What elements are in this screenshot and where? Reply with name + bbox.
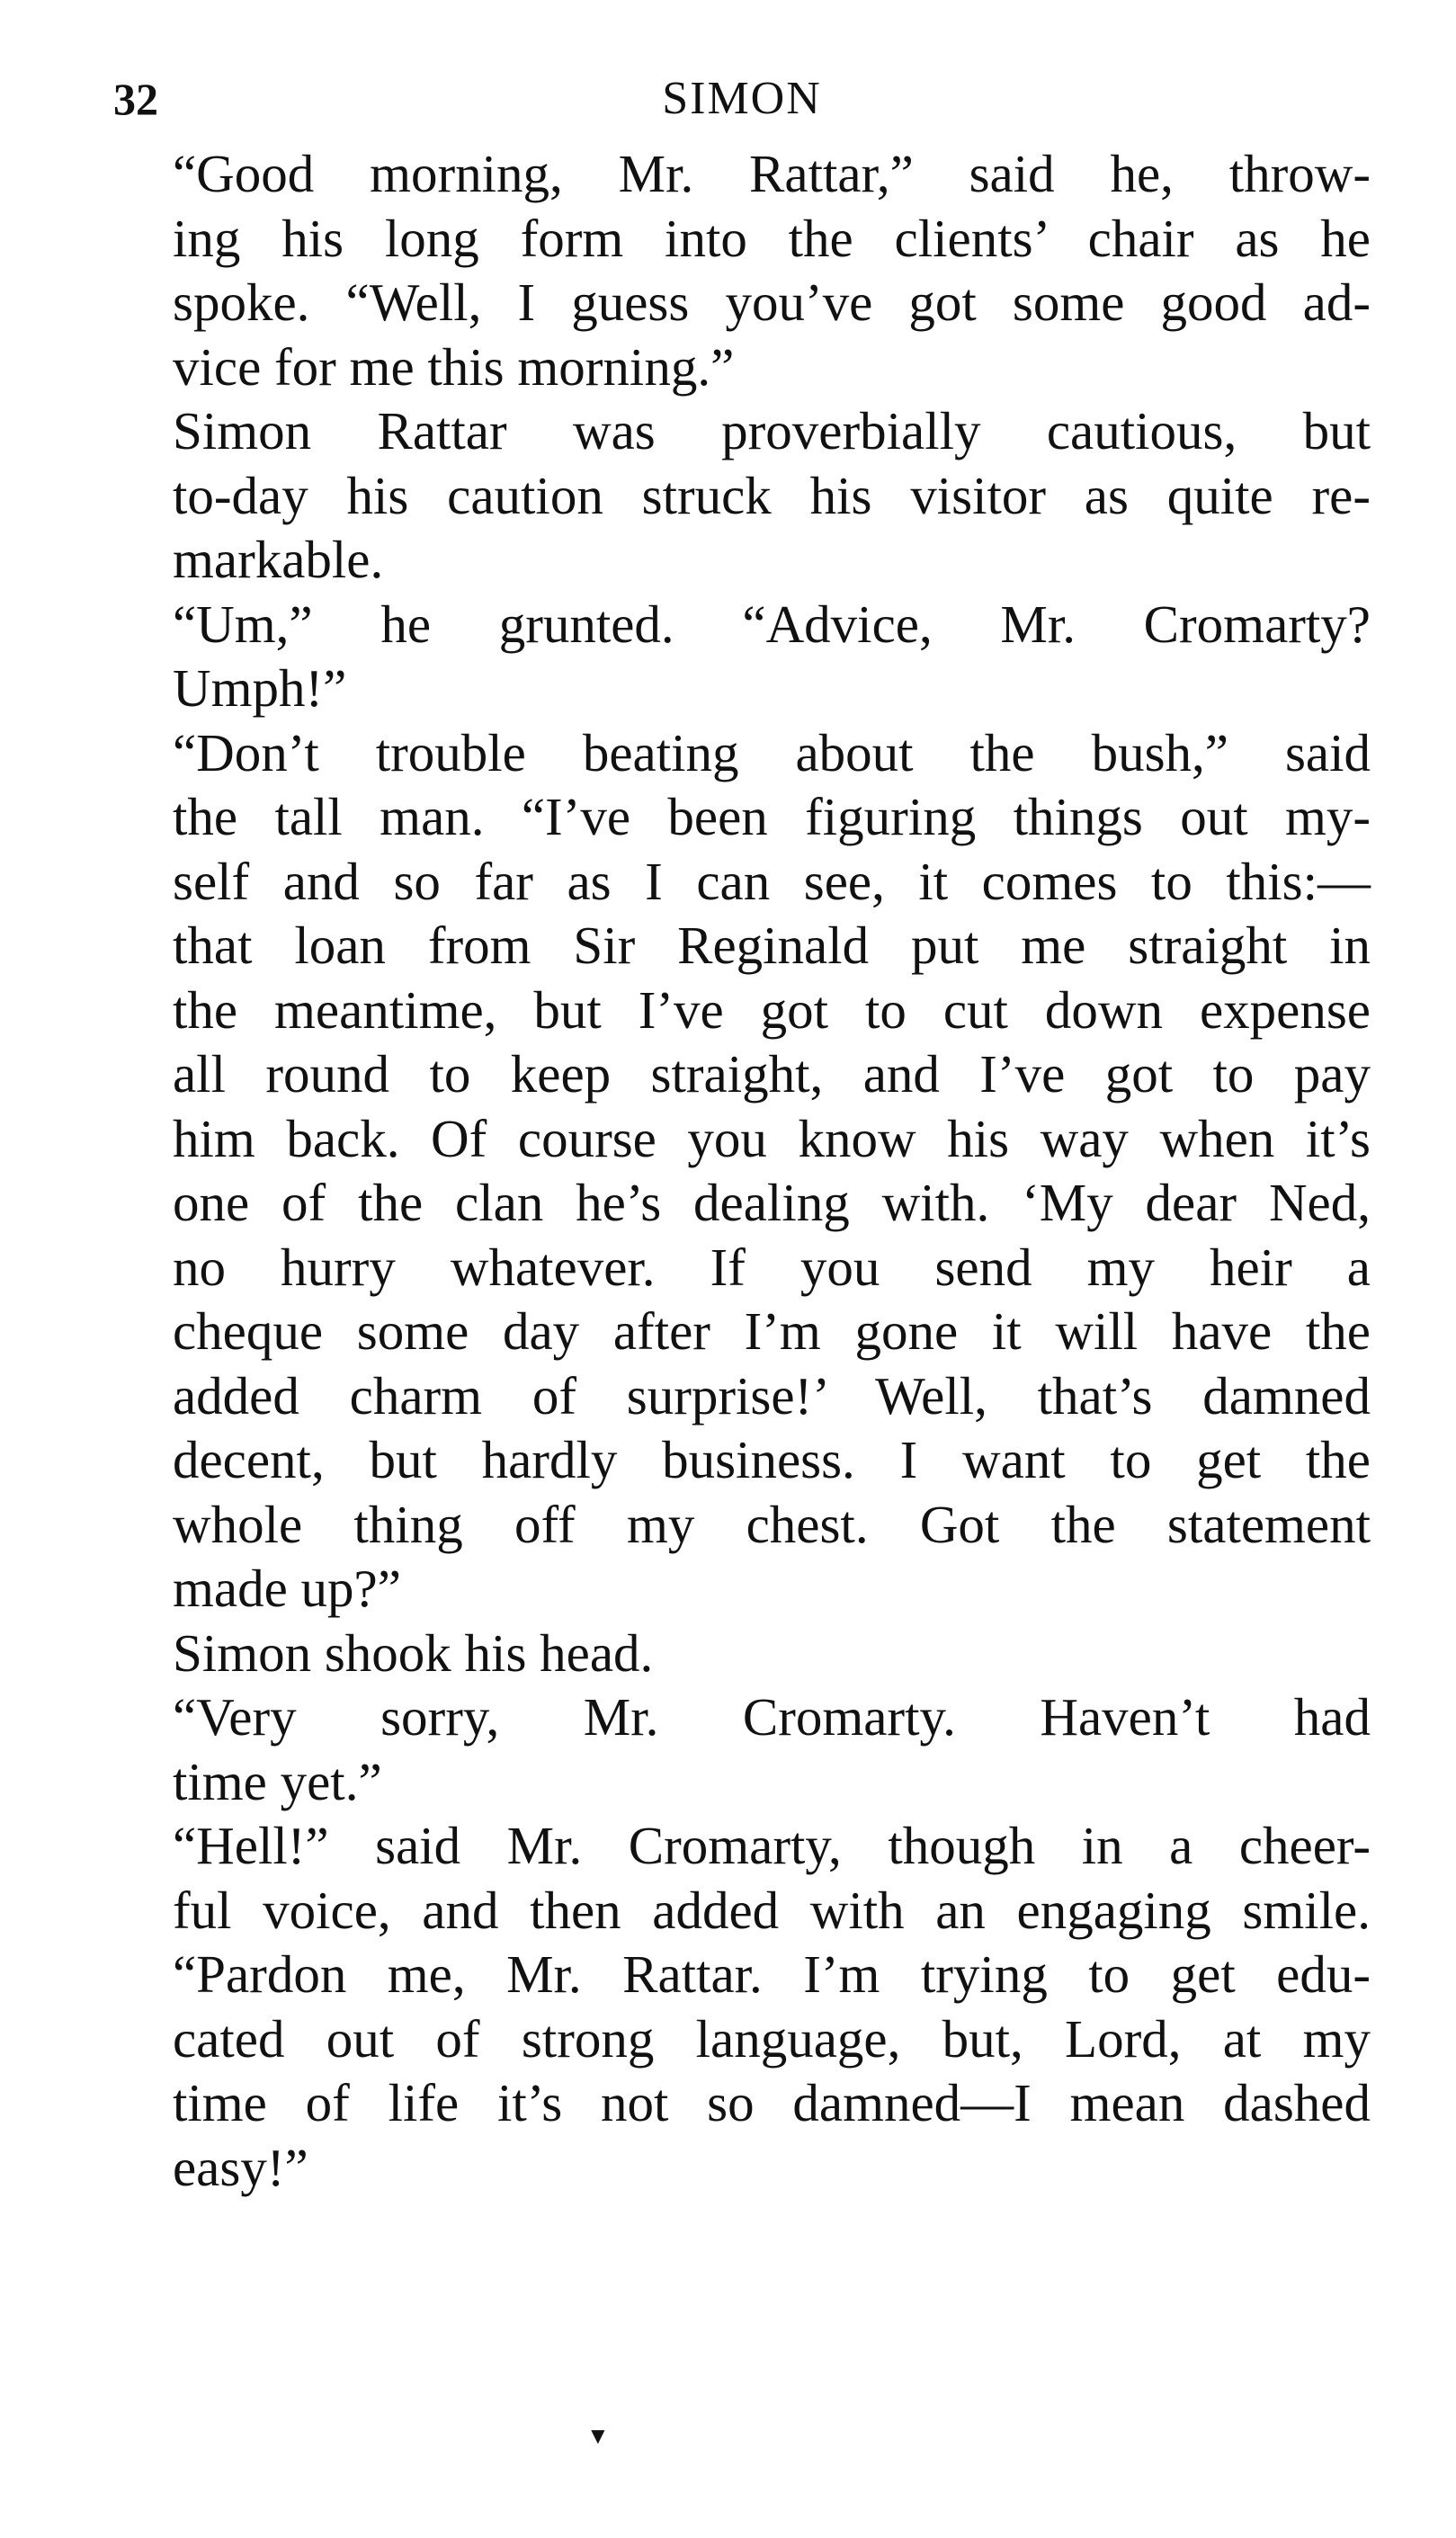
text-line: that loan from Sir Reginald put me straight in	[173, 916, 1371, 975]
text-line: Umph!”	[173, 658, 347, 718]
page-number: 32	[113, 74, 158, 124]
paragraph	[113, 399, 1371, 593]
paragraph	[113, 1622, 1371, 1686]
text-line: vice for me this morning.”	[173, 336, 735, 397]
text-line: “Hell!” said Mr. Cromarty, though in a cheer-	[173, 1816, 1371, 1875]
text-line: cheque some day after I’m gone it will have the	[173, 1301, 1371, 1361]
text-line: decent, but hardly business. I want to get the	[173, 1430, 1371, 1489]
text-line: the meantime, but I’ve got to cut down expense	[173, 979, 1371, 1040]
text-line: Simon shook his head.	[173, 1622, 654, 1683]
text-line: easy!”	[173, 2137, 308, 2197]
paragraph	[113, 1814, 1371, 2200]
text-line: whole thing off my chest. Got the statement	[173, 1494, 1371, 1554]
text-line: time yet.”	[173, 1751, 382, 1811]
text-line: to-day his caution struck his visitor as quite re-	[173, 465, 1371, 525]
text-line: “Don’t trouble beating about the bush,” said	[173, 722, 1371, 782]
running-title: SIMON	[662, 73, 822, 124]
text-line: “Pardon me, Mr. Rattar. I’m trying to get edu-	[173, 1944, 1371, 2004]
text-line: all round to keep straight, and I’ve got to pay	[173, 1044, 1371, 1104]
paragraph	[113, 721, 1371, 1622]
text-line: “Good morning, Mr. Rattar,” said he, throw-	[173, 144, 1371, 203]
text-line: “Very sorry, Mr. Cromarty. Haven’t had	[173, 1687, 1371, 1747]
text-line: him back. Of course you know his way when it’s	[173, 1108, 1371, 1168]
text-line: time of life it’s not so damned—I mean dashed	[173, 2073, 1371, 2132]
text-line: one of the clan he’s dealing with. ‘My dear Ned,	[173, 1173, 1371, 1232]
running-head	[113, 63, 1371, 135]
text-line: ful voice, and then added with an engaging smile.	[173, 1880, 1371, 1940]
text-line: self and so far as I can see, it comes to this:—	[173, 851, 1371, 911]
text-line: cated out of strong language, but, Lord, at my	[173, 2008, 1371, 2069]
text-line: ing his long form into the clients’ chair as he	[173, 208, 1371, 268]
body-text	[113, 142, 1371, 2200]
text-line: the tall man. “I’ve been figuring things out my-	[173, 787, 1371, 846]
paragraph	[113, 142, 1371, 399]
text-line: markable.	[173, 530, 384, 589]
text-line: no hurry whatever. If you send my heir a	[173, 1237, 1371, 1297]
paragraph	[113, 593, 1371, 721]
text-line: added charm of surprise!’ Well, that’s damned	[173, 1365, 1371, 1425]
paragraph	[113, 1685, 1371, 1814]
text-line: made up?”	[173, 1559, 401, 1618]
text-line: spoke. “Well, I guess you’ve got some good ad-	[173, 273, 1371, 332]
printer-mark-icon: ▼	[586, 2423, 610, 2449]
text-line: “Um,” he grunted. “Advice, Mr. Cromarty?	[173, 594, 1371, 654]
text-line: Simon Rattar was proverbially cautious, but	[173, 401, 1371, 460]
